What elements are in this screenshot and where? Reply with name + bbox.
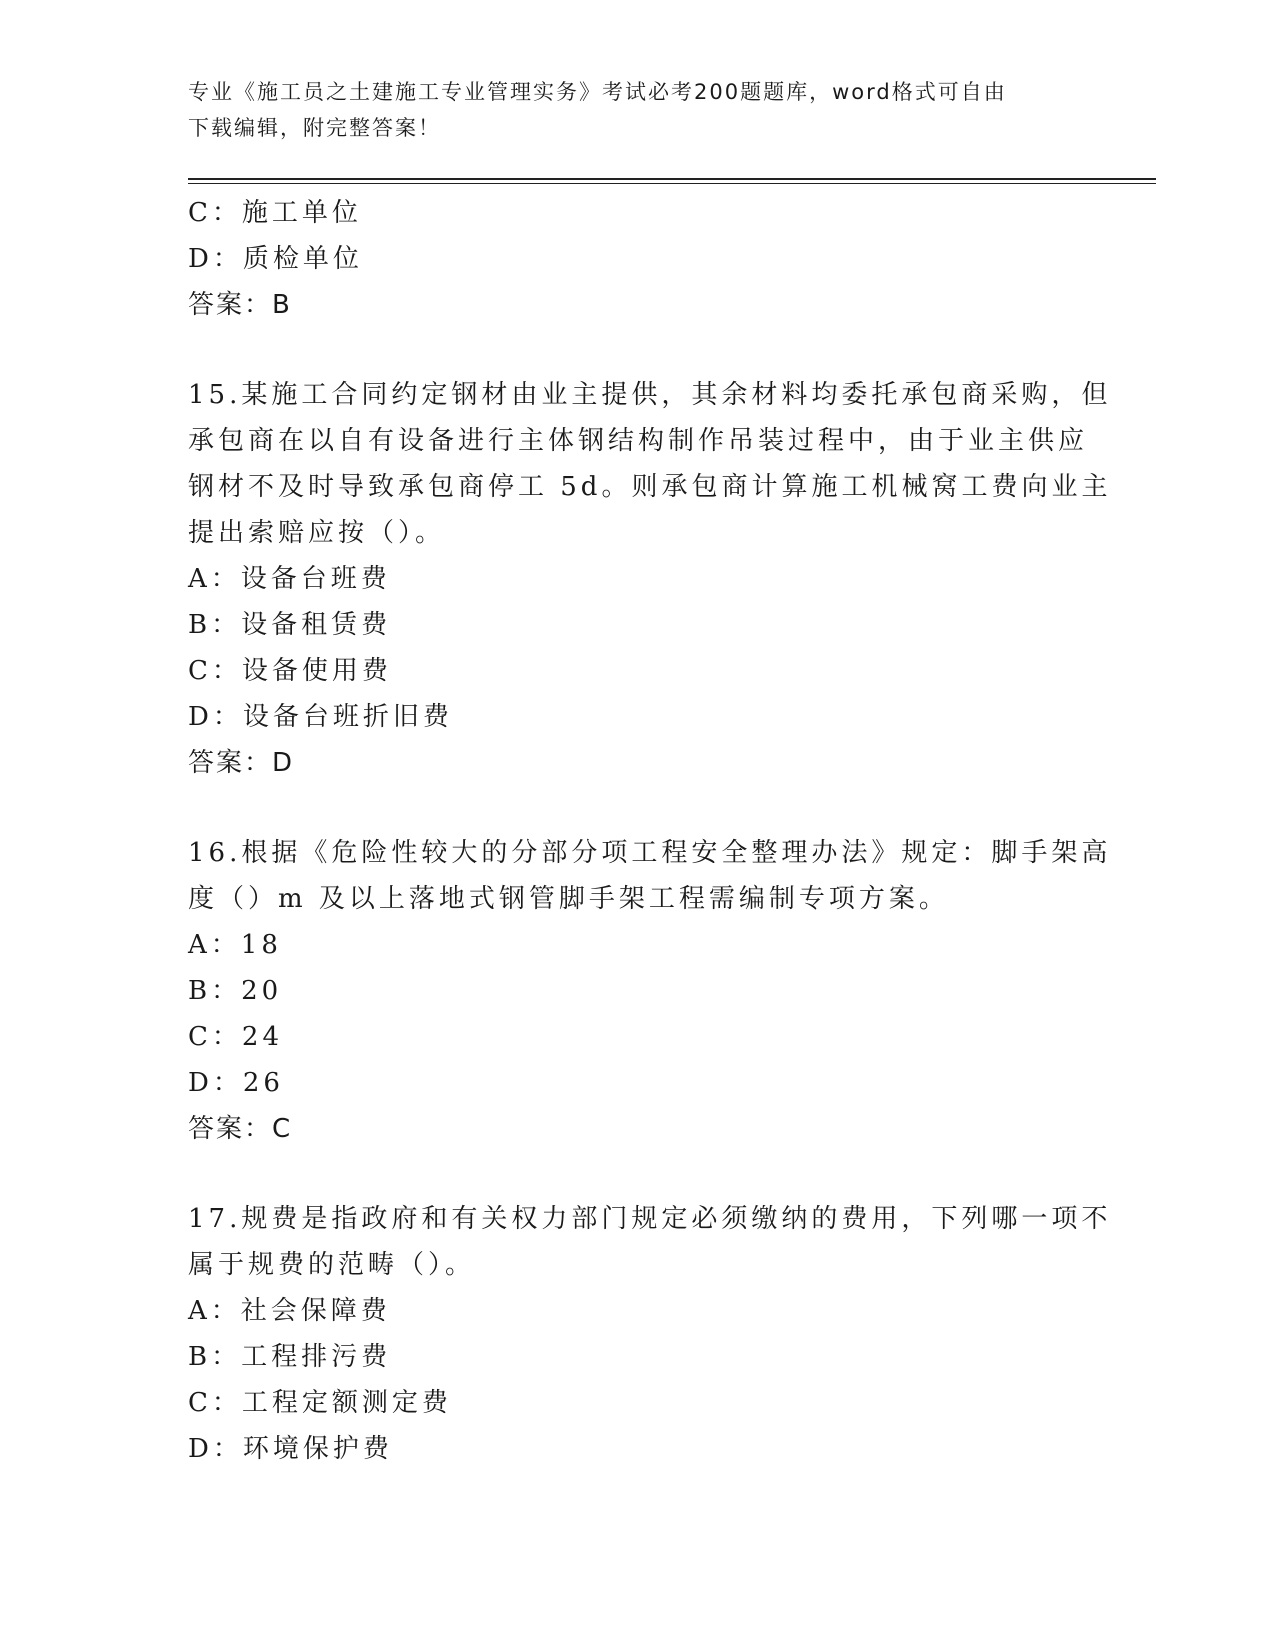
question-14-tail [188, 190, 1088, 328]
option-c: C：施工单位 [188, 198, 362, 228]
document-header [188, 74, 1088, 146]
question-text-line: 15.某施工合同约定钢材由业主提供，其余材料均委托承包商采购，但 [188, 380, 1112, 410]
header-divider-thick [188, 178, 1156, 180]
option-b: B：设备租赁费 [188, 610, 392, 640]
option-c: C：24 [188, 1022, 283, 1052]
header-line-2: 下载编辑，附完整答案！ [188, 116, 441, 140]
option-b: B：20 [188, 976, 283, 1006]
question-text-line: 钢材不及时导致承包商停工 5d。则承包商计算施工机械窝工费向业主 [188, 472, 1112, 502]
question-17 [188, 1196, 1112, 1472]
question-text-line: 16.根据《危险性较大的分部分项工程安全整理办法》规定：脚手架高 [188, 838, 1112, 868]
header-divider-thin [188, 183, 1156, 184]
option-d: D：设备台班折旧费 [188, 702, 453, 732]
option-b: B：工程排污费 [188, 1342, 392, 1372]
answer-line: 答案：D [188, 748, 295, 778]
option-a: A：社会保障费 [188, 1296, 391, 1326]
option-d: D：26 [188, 1068, 284, 1098]
question-text-line: 度（）m 及以上落地式钢管脚手架工程需编制专项方案。 [188, 884, 949, 914]
question-text-line: 17.规费是指政府和有关权力部门规定必须缴纳的费用，下列哪一项不 [188, 1204, 1112, 1234]
answer-line: 答案：C [188, 1114, 293, 1144]
option-c: C：工程定额测定费 [188, 1388, 452, 1418]
option-a: A：设备台班费 [188, 564, 391, 594]
answer-line: 答案：B [188, 290, 292, 320]
question-text-line: 提出索赔应按（）。 [188, 518, 446, 548]
option-c: C：设备使用费 [188, 656, 392, 686]
document-body [188, 190, 1112, 1472]
option-d: D：质检单位 [188, 244, 363, 274]
question-text-line: 承包商在以自有设备进行主体钢结构制作吊装过程中，由于业主供应 [188, 426, 1089, 456]
question-15 [188, 372, 1112, 786]
option-d: D：环境保护费 [188, 1434, 393, 1464]
header-line-1: 专业《施工员之土建施工专业管理实务》考试必考200题题库，word格式可自由 [188, 80, 1007, 104]
option-a: A：18 [188, 930, 282, 960]
question-text-line: 属于规费的范畴（）。 [188, 1250, 476, 1280]
question-16 [188, 830, 1112, 1152]
